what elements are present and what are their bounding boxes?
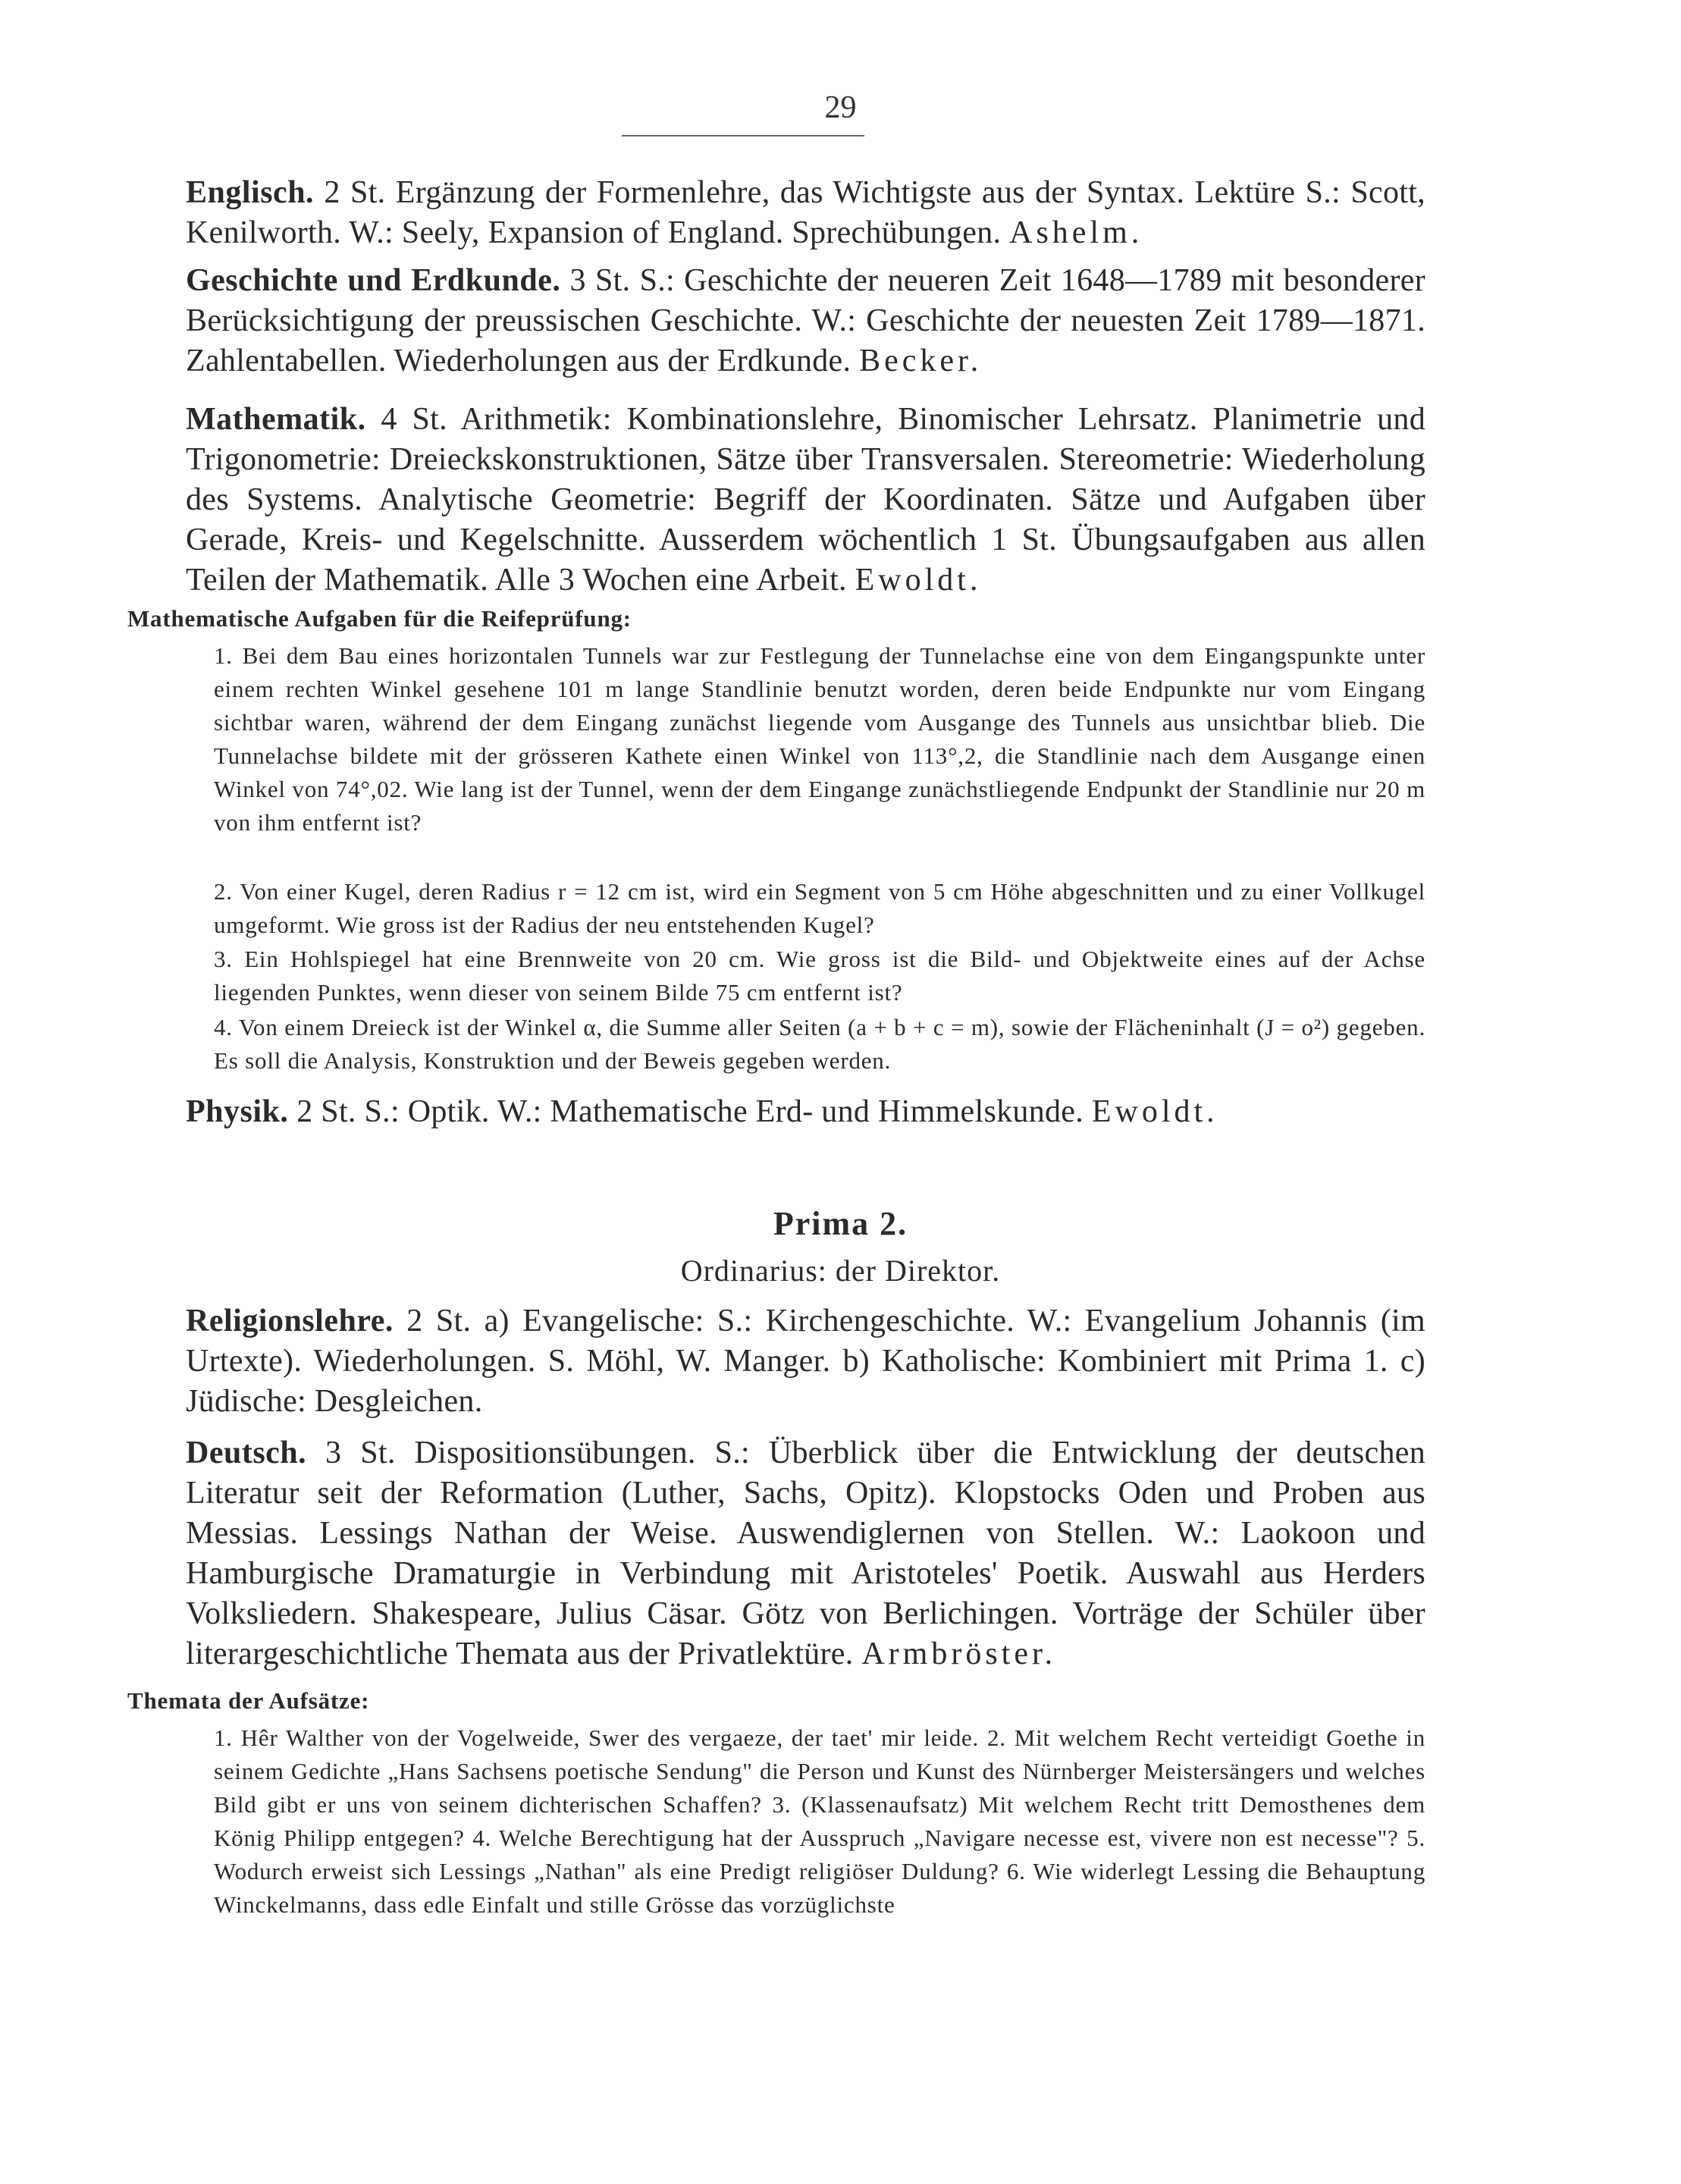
aufgabe-4: 4. Von einem Dreieck ist der Winkel α, die Summe aller Seiten (a + b + c = m), sowie der Flächeninhalt (J = o²) gegeben. Es soll die Analysis, Konstruktion und der Beweis gegeben werden. (214, 1014, 1425, 1074)
paragraph-englisch (186, 173, 1425, 253)
text-mathematik: 4 St. Arithmetik: Kombinationslehre, Binomischer Lehrsatz. Planimetrie und Trigonometrie: Dreieckskonstruktionen, Sätze über Transversalen. Stereometrie: Wiederholung des Systems. Analytische Geometrie: Begriff der Koordinaten. Sätze und Aufgaben über Gerade, Kreis- und Kegelschnitte. Ausserdem wöchentlich 1 St. Übungsaufgaben aus allen Teilen der Mathematik. Alle 3 Wochen eine Arbeit. (186, 402, 1425, 598)
heading-religion: Religionslehre. (186, 1304, 394, 1338)
section-title-prima: Prima 2. (773, 1205, 908, 1242)
text-geschichte: 3 St. S.: Geschichte der neueren Zeit 1648—1789 mit besonderer Berücksichtigung der preussischen Geschichte. W.: Geschichte der neuesten Zeit 1789—1871. Zahlentabellen. Wiederholungen aus der Erdkunde. (186, 263, 1425, 378)
heading-geschichte: Geschichte und Erdkunde. (186, 263, 561, 298)
teacher-deutsch: Armbröster. (861, 1636, 1057, 1671)
aufgabe-3: 3. Ein Hohlspiegel hat eine Brennweite von 20 cm. Wie gross ist die Bild- und Objektweite eines auf der Achse liegenden Punktes, wenn dieser von seinem Bilde 75 cm entfernt ist? (214, 946, 1425, 1006)
text-englisch: 2 St. Ergänzung der Formenlehre, das Wichtigste aus der Syntax. Lektüre S.: Scott, Kenilworth. W.: Seely, Expansion of England. Sprechübungen. (186, 175, 1425, 250)
aufgabe-2: 2. Von einer Kugel, deren Radius r = 12 cm ist, wird ein Segment von 5 cm Höhe abgeschnitten und zu einer Vollkugel umgeformt. Wie gross ist der Radius der neu entstehenden Kugel? (214, 878, 1425, 938)
page-number: 29 (824, 90, 857, 125)
paragraph-religion (186, 1301, 1425, 1422)
heading-themata: Themata der Aufsätze: (127, 1687, 370, 1714)
teacher-geschichte: Becker. (859, 344, 983, 378)
themata-text: 1. Hêr Walther von der Vogelweide, Swer des vergaeze, der taet' mir leide. 2. Mit welchem Recht verteidigt Goethe in seinem Gedichte „Hans Sachsens poetische Sendung" die Person und Kunst des Nürnberger Meistersängers und welches Bild gibt er uns von seinem dichterischen Schaffen? 3. (Klassenaufsatz) Mit welchem Recht tritt Demosthenes dem König Philipp entgegen? 4. Welche Berechtigung hat der Ausspruch „Navigare necesse est, vivere non est necesse"? 5. Wodurch erweist sich Lessings „Nathan" als eine Predigt religiöser Duldung? 6. Wie widerlegt Lessing die Behauptung Winckelmanns, dass edle Einfalt und stille Grösse das vorzüglichste (214, 1724, 1425, 1918)
paragraph-geschichte (186, 261, 1425, 381)
teacher-physik: Ewoldt. (1091, 1094, 1218, 1129)
heading-deutsch: Deutsch. (186, 1436, 307, 1470)
paragraph-physik (186, 1092, 1425, 1132)
heading-mathematik: Mathematik. (186, 402, 366, 437)
aufgabe-1: 1. Bei dem Bau eines horizontalen Tunnels war zur Festlegung der Tunnelachse eine von dem Eingangspunkte unter einem rechten Winkel gesehene 101 m lange Standlinie benutzt worden, deren beide Endpunkte nur vom Eingang sichtbar waren, während der dem Eingang zunächst liegende vom Ausgange des Tunnels aus unsichtbar blieb. Die Tunnelachse bildete mit der grösseren Kathete einen Winkel von 113°,2, die Standlinie nach dem Ausgange einen Winkel von 74°,02. Wie lang ist der Tunnel, wenn der dem Eingange zunächstliegende Endpunkt der Standlinie nur 20 m von ihm entfernt ist? (214, 642, 1425, 836)
text-physik: 2 St. S.: Optik. W.: Mathematische Erd- und Himmelskunde. (288, 1094, 1092, 1129)
ordinarius-line: Ordinarius: der Direktor. (680, 1254, 1001, 1288)
header-rule (622, 135, 864, 136)
paragraph-mathematik (186, 400, 1425, 601)
paragraph-deutsch (186, 1433, 1425, 1674)
text-religion: 2 St. a) Evangelische: S.: Kirchengeschichte. W.: Evangelium Johannis (im Urtexte). Wiederholungen. S. Möhl, W. Manger. b) Katholische: Kombiniert mit Prima 1. c) Jüdische: Desgleichen. (186, 1304, 1425, 1419)
teacher-mathematik: Ewoldt. (855, 563, 982, 598)
heading-physik: Physik. (186, 1094, 289, 1129)
heading-englisch: Englisch. (186, 175, 315, 210)
text-deutsch: 3 St. Dispositionsübungen. S.: Überblick über die Entwicklung der deutschen Literatur seit der Reformation (Luther, Sachs, Opitz). Klopstocks Oden und Proben aus Messias. Lessings Nathan der Weise. Auswendiglernen von Stellen. W.: Laokoon und Hamburgische Dramaturgie in Verbindung mit Aristoteles' Poetik. Auswahl aus Herders Volksliedern. Shakespeare, Julius Cäsar. Götz von Berlichingen. Vorträge der Schüler über literargeschichtliche Themata aus der Privatlektüre. (186, 1436, 1425, 1671)
heading-aufgaben: Mathematische Aufgaben für die Reifeprüfung: (127, 605, 632, 632)
teacher-englisch: Ashelm. (1009, 215, 1143, 250)
